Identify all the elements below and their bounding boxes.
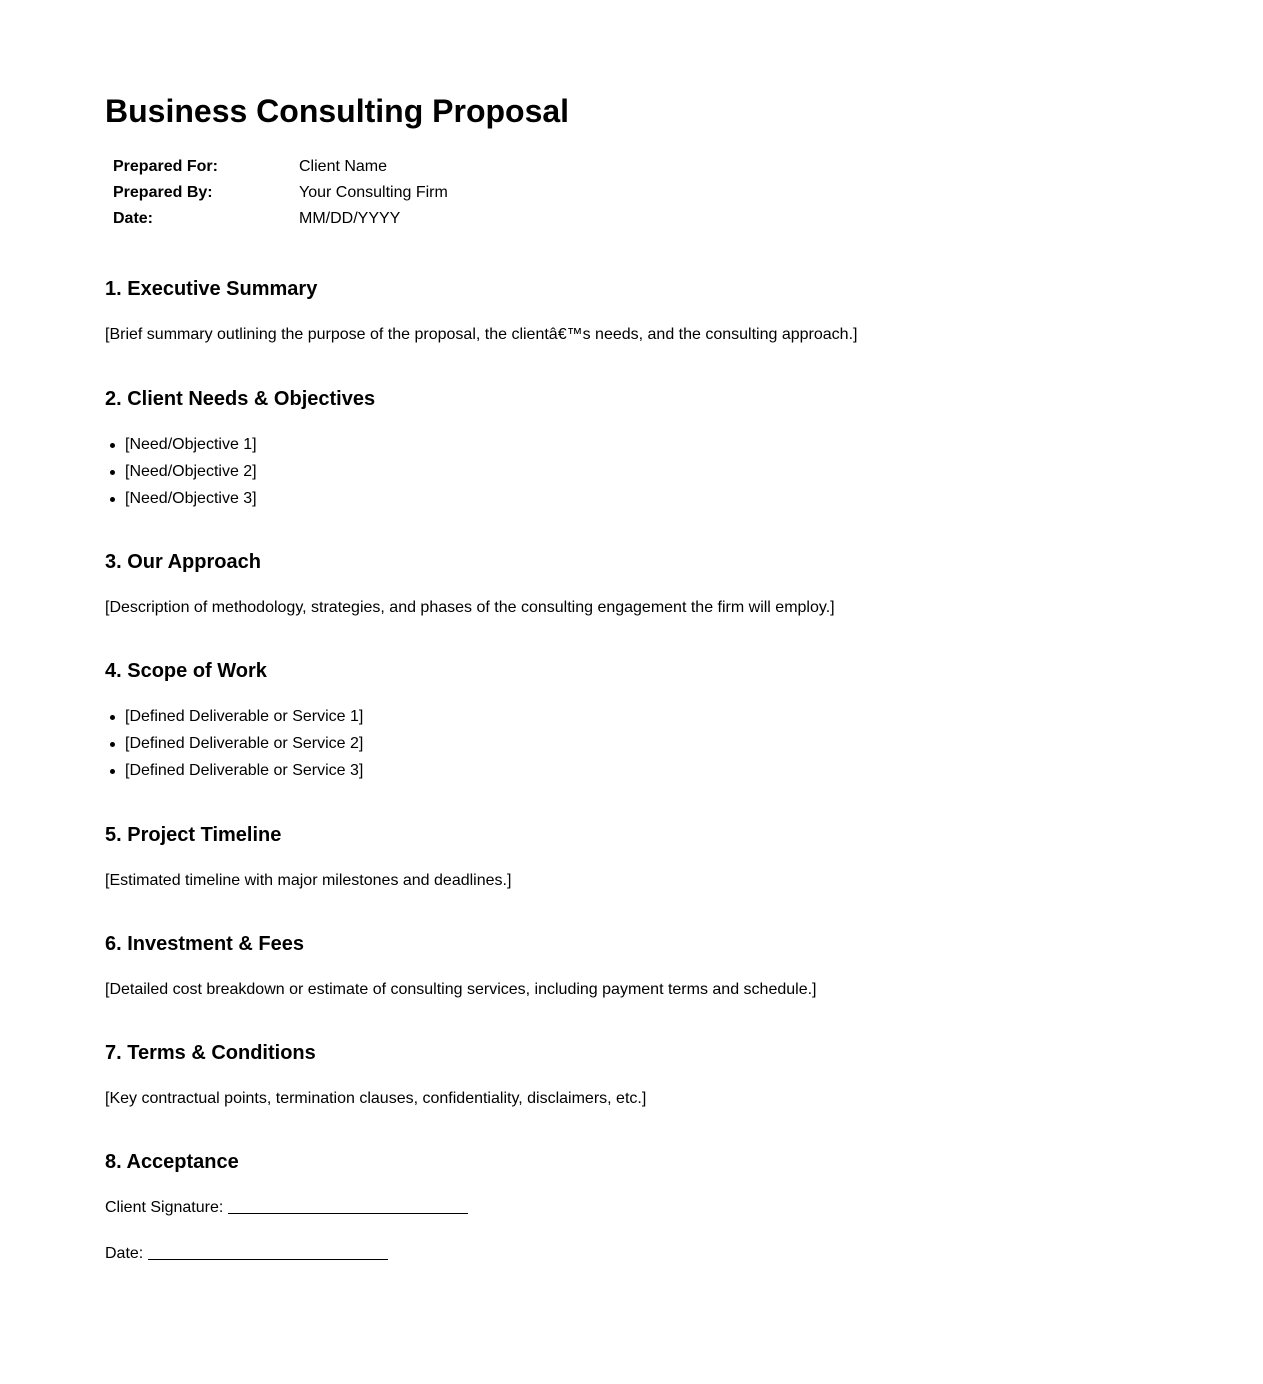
client-needs-list: [105, 435, 257, 516]
meta-label: Prepared By:: [113, 184, 213, 201]
bullet-icon: [110, 742, 115, 747]
meta-value: Your Consulting Firm: [299, 184, 448, 201]
list-item-text: [Need/Objective 2]: [125, 463, 257, 480]
client-signature-label: Client Signature:: [105, 1199, 224, 1216]
acceptance-date-label: Date:: [105, 1245, 144, 1262]
meta-value: MM/DD/YYYY: [299, 210, 401, 227]
bullet-icon: [110, 497, 115, 502]
section-heading-acceptance: 8. Acceptance: [105, 1151, 239, 1173]
meta-label: Prepared For:: [113, 158, 218, 175]
section-heading-our-approach: 3. Our Approach: [105, 551, 261, 573]
bullet-icon: [110, 443, 115, 448]
meta-row-date: [113, 206, 448, 232]
list-item-text: [Defined Deliverable or Service 1]: [125, 708, 364, 725]
meta-value: Client Name: [299, 158, 388, 175]
section-heading-terms-conditions: 7. Terms & Conditions: [105, 1042, 316, 1064]
section-text-our-approach: [Description of methodology, strategies, and phases of the consulting engagement the firm will employ.]: [105, 599, 835, 616]
meta-label: Date:: [113, 210, 154, 227]
section-heading-investment-fees: 6. Investment & Fees: [105, 933, 304, 955]
list-item-text: [Defined Deliverable or Service 3]: [125, 762, 364, 779]
scope-of-work-list: [105, 707, 363, 788]
list-item-text: [Need/Objective 3]: [125, 490, 257, 507]
section-text-project-timeline: [Estimated timeline with major milestones and deadlines.]: [105, 872, 512, 889]
section-text-terms-conditions: [Key contractual points, termination clauses, confidentiality, disclaimers, etc.]: [105, 1090, 647, 1107]
section-heading-scope-of-work: 4. Scope of Work: [105, 660, 267, 682]
document-title: Business Consulting Proposal: [105, 93, 570, 129]
section-heading-project-timeline: 5. Project Timeline: [105, 824, 282, 846]
section-text-executive-summary: [Brief summary outlining the purpose of the proposal, the clientâ€™s needs, and the consulting approach.]: [105, 326, 858, 343]
section-heading-client-needs: 2. Client Needs & Objectives: [105, 388, 376, 410]
date-blank: [148, 1259, 388, 1260]
list-item: [105, 761, 363, 788]
bullet-icon: [110, 470, 115, 475]
meta-row-prepared-by: [113, 180, 448, 206]
list-item-text: [Need/Objective 1]: [125, 436, 257, 453]
bullet-icon: [110, 715, 115, 720]
list-item: [105, 489, 257, 516]
proposal-meta-table: [113, 154, 448, 232]
list-item: [105, 734, 363, 761]
section-text-investment-fees: [Detailed cost breakdown or estimate of consulting services, including payment terms and schedule.]: [105, 981, 817, 998]
client-signature-line: [105, 1198, 468, 1218]
list-item-text: [Defined Deliverable or Service 2]: [125, 735, 364, 752]
list-item: [105, 435, 257, 462]
bullet-icon: [110, 769, 115, 774]
section-heading-executive-summary: 1. Executive Summary: [105, 278, 318, 300]
list-item: [105, 462, 257, 489]
signature-blank: [228, 1213, 468, 1214]
meta-row-prepared-for: [113, 154, 448, 180]
acceptance-date-line: [105, 1244, 388, 1264]
list-item: [105, 707, 363, 734]
